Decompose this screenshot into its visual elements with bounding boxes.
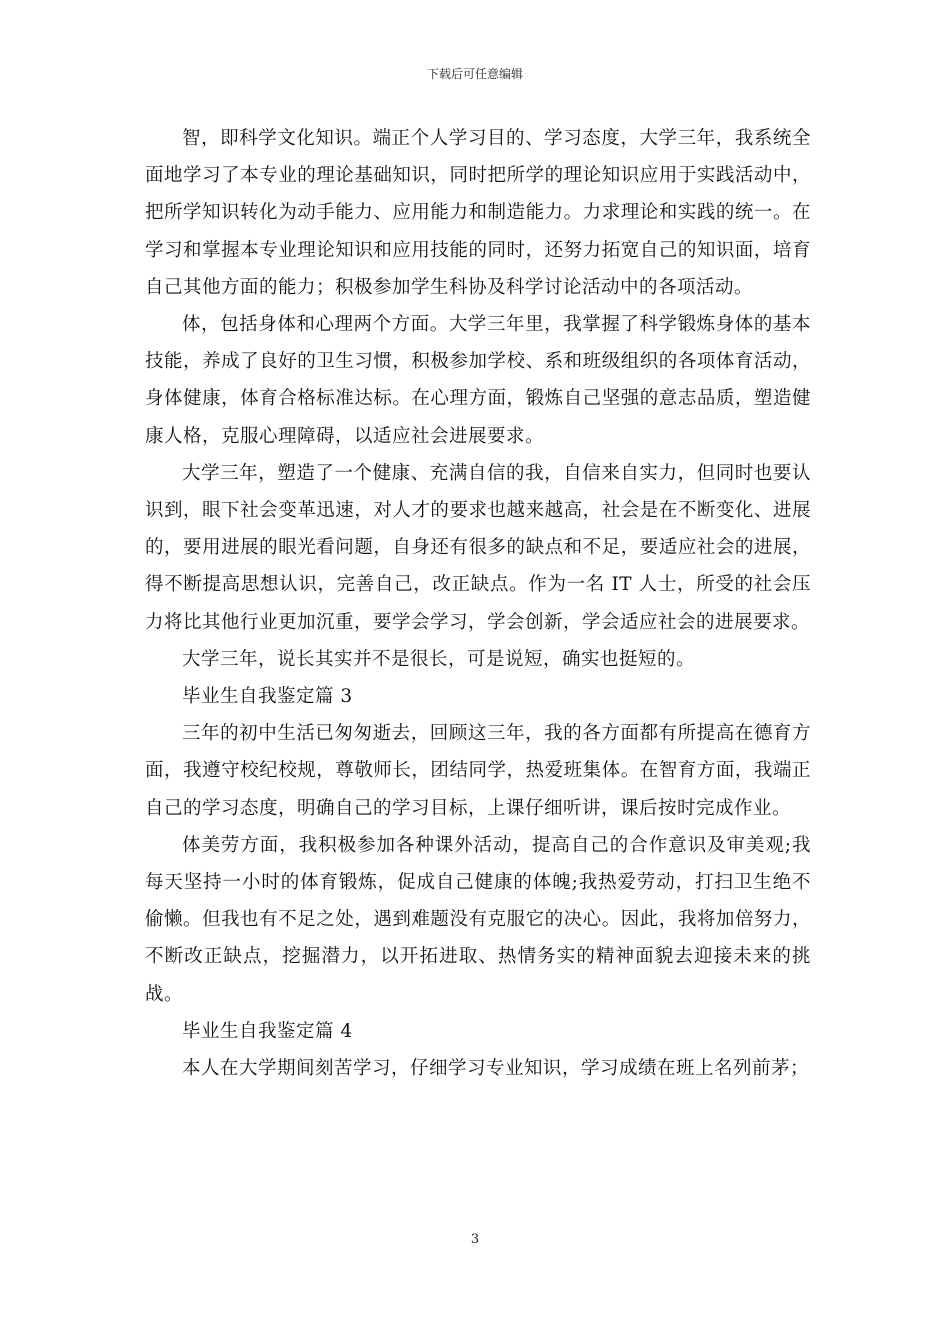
paragraph-junior-high: 三年的初中生活已匆匆逝去，回顾这三年，我的各方面都有所提高在德育方面，我遵守校纪校规，尊敬师长，团结同学，热爱班集体。在智育方面，我端正自己的学习态度，明确自己的学习目标，上课仔细听讲，课后按时完成作业。 [145,723,811,819]
page-header: 下载后可任意编辑 [426,67,523,81]
section-heading-4: 毕业生自我鉴定篇 4 [182,1020,353,1042]
paragraph-three-years: 大学三年，说长其实并不是很长，可是说短，确实也挺短的。 [182,648,696,670]
paragraph-university-study: 本人在大学期间刻苦学习，仔细学习专业知识，学习成绩在班上名列前茅； [182,1058,810,1080]
paragraph-intellect: 智，即科学文化知识。端正个人学习目的、学习态度，大学三年，我系统全面地学习了本专业的理论基础知识，同时把所学的理论知识应用于实践活动中，把所学知识转化为动手能力、应用能力和制造能力。力求理论和实践的统一。在学习和掌握本专业理论知识和应用技能的同时，还努力拓宽自己的知识面，培育自己其他方面的能力；积极参加学生科协及科学讨论活动中的各项活动。 [145,128,811,298]
document-body [145,120,811,1087]
paragraph-physical: 体，包括身体和心理两个方面。大学三年里，我掌握了科学锻炼身体的基本技能，养成了良好的卫生习惯，积极参加学校、系和班级组织的各项体育活动，身体健康，体育合格标准达标。在心理方面，锻炼自己坚强的意志品质，塑造健康人格，克服心理障碍，以适应社会进展要求。 [145,314,811,447]
paragraph-arts-labor: 体美劳方面，我积极参加各种课外活动，提高自己的合作意识及审美观;我每天坚持一小时的体育锻炼，促成自己健康的体魄;我热爱劳动，打扫卫生绝不偷懒。但我也有不足之处，遇到难题没有克服它的决心。因此，我将加倍努力，不断改正缺点，挖掘潜力，以开拓进取、热情务实的精神面貌去迎接未来的挑战。 [145,834,811,1005]
page-number: 3 [470,1232,480,1247]
paragraph-confidence: 大学三年，塑造了一个健康、充满自信的我，自信来自实力，但同时也要认识到，眼下社会变革迅速，对人才的要求也越来越高，社会是在不断变化、进展的，要用进展的眼光看问题，自身还有很多的缺点和不足，要适应社会的进展，得不断提高思想认识，完善自己，改正缺点。作为一名 IT 人士，所受的社会压力将比其他行业更加沉重，要学会学习，学会创新，学会适应社会的进展要求。 [145,462,811,633]
section-heading-3: 毕业生自我鉴定篇 3 [182,686,353,708]
